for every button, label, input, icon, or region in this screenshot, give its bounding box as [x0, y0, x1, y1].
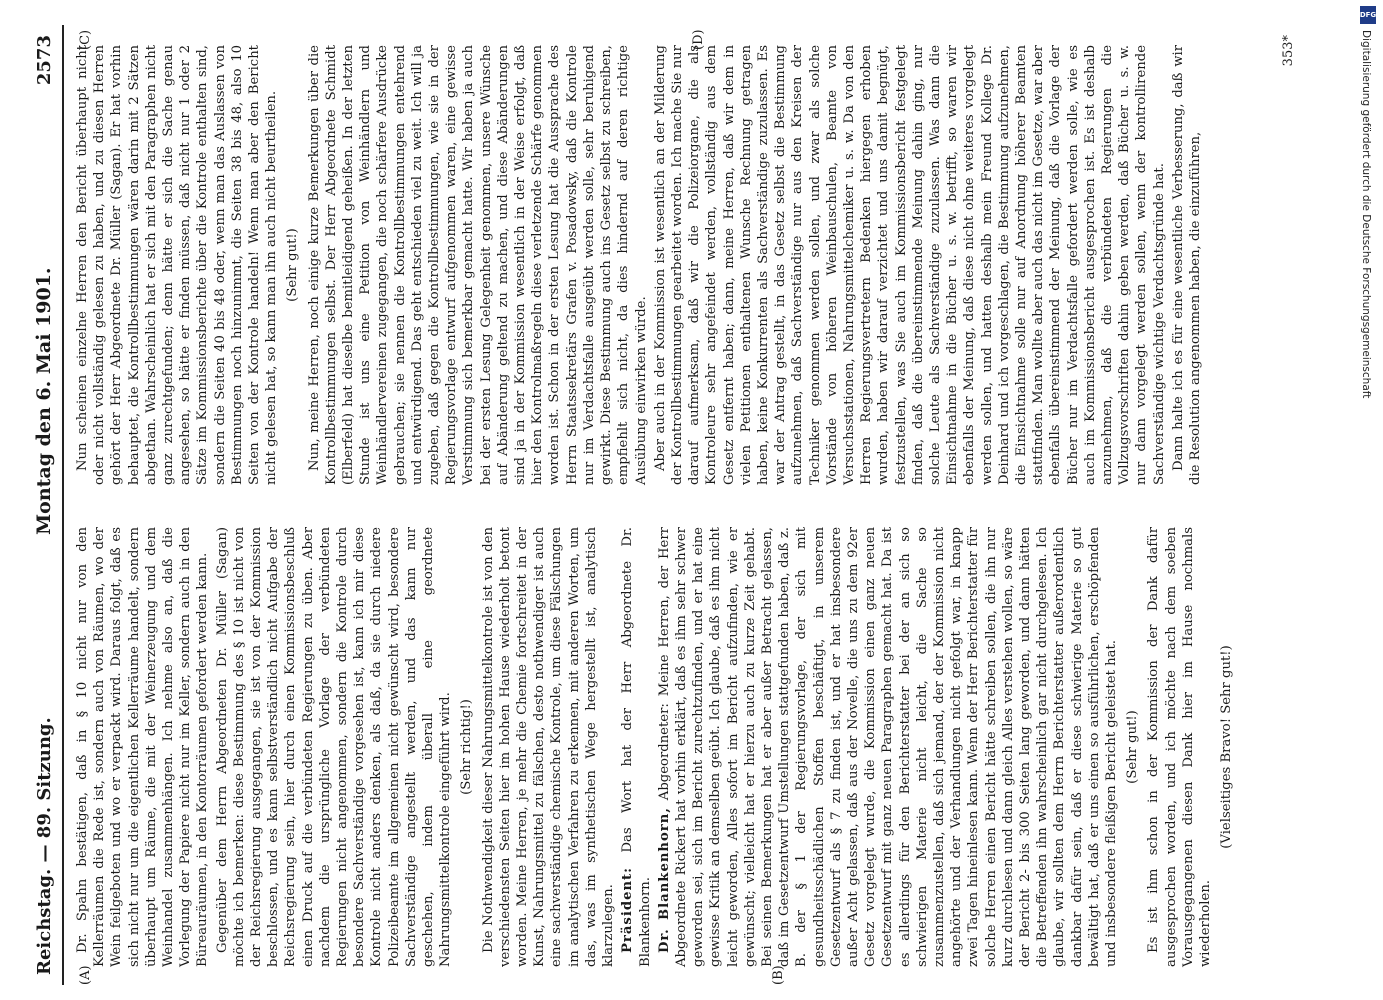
paragraph: Die Nothwendigkeit dieser Nahrungsmittelkontrole ist von den verschiedensten Seiten hier im hohen Hause wiederholt betont worden. Meine Herren, je mehr die Chemie fortschreitet in der Kunst, Nahrungsmittel zu fälschen, desto nothwendiger ist auch eine sachverständige chemische Kontrole, um diese Fälschungen im analytischen Verfahren zu erkennen, mit anderen Worten, um das, was im synthetischen Wege hergestellt ist, analytisch klarzulegen.: [480, 527, 617, 967]
marker-b: (B): [771, 965, 786, 985]
paragraph: Nun scheinen einzelne Herren den Bericht überhaupt nicht oder nicht vollständig gelesen zu haben, und zu diesen Herren gehört der Herr Abgeordnete Dr. Müller (Sagan). Er hat vorhin behauptet, die Kontrollbestimmungen wären darin mit 2 Sätzen abgethan. Wahrscheinlich hat er sich mit den Paragraphen nicht ganz zurechtgefunden; denn hätte er sich die Sache genau angesehen, so hätte er finden müssen, daß nicht nur 1 oder 2 Sätze im Kommissionsberichte über die Kontrole enthalten sind, sondern die Seiten 40 bis 48 oder, wenn man das Auslassen von Bestimmungen noch hinzunimmt, die Seiten 38 bis 48, also 10 Seiten von der Kontrole handeln! Wenn man aber den Bericht nicht gelesen hat, so kann man ihn auch nicht beurtheilen.: [75, 45, 280, 485]
applause-note: (Sehr gut!): [285, 228, 301, 302]
dfg-logo: DFG: [1360, 6, 1376, 24]
header-session: Reichstag. — 89. Sitzung.: [33, 717, 55, 975]
paragraph: Es ist ihm schon in der Kommission der Dank dafür ausgesprochen worden, und ich möchte nach dem soeben Vorausgegangenen diesen Dank hier im Hause nochmals wiederholen.: [1146, 527, 1213, 967]
speaker-name: Dr. Blankenhorn,: [656, 807, 672, 953]
paragraph: Nun, meine Herren, noch einige kurze Bemerkungen über die Kontrollbestimmungen selbst. Der Herr Abgeordnete Schmidt (Elberfeld) hat dieselbe bemitleidigend geheißen. In der letzten Stunde ist uns eine Petition von Weinhändlern und Weinhändlervereinen zugegangen, die noch schärfere Ausdrücke gebrauchen; sie nennen die Kontrollbestimmungen entehrend und entwürdigend. Das geht entschieden viel zu weit. Ich will ja zugeben, daß gegen die Kontrollbestimmungen, wie sie in der Regierungsvorlage entwurf aufgenommen waren, eine gewisse Verstimmung sich bemerkbar gemacht hatte. Wir haben ja auch bei der ersten Lesung Gelegenheit genommen, unsere Wünsche auf Abänderung geltend zu machen, und diese Abänderungen sind ja in der Kommission wesentlich in der Weise erfolgt, daß hier den Kontrolmaßregeln diese verletzende Schärfe genommen worden ist. Schon in der ersten Lesung hat die Aussprache des Herrn Staatssekretärs Grafen v. Posadowsky, daß die Kontrole nur im Verdachtsfalle ausgeübt werden solle, sehr beruhigend gewirkt. Diese Bestimmung auch ins Gesetz selbst zu schreiben, empfiehlt sich nicht, da dies hindernd auf deren richtige Ausübung einwirken würde.: [306, 45, 649, 485]
marker-d: (D): [691, 29, 706, 50]
speech-text: Abgeordneter: Meine Herren, der Herr Abgeordnete Rickert hat vorhin erklärt, daß es ihm sehr schwer geworden sei, sich im Bericht zurechtzufinden, und er hat eine gewisse Kritik an demselben geübt. Ich glaube, daß es ihm nicht leicht geworden, Alles sofort im Bericht aufzufinden, wie er gewünscht; vielleicht hat er hierzu auch zu kurze Zeit gehabt. Bei seinen Bemerkungen hat er aber außer Betracht gelassen, daß im Gesetzentwurf Umstellungen stattgefunden haben, daß z. B. der § 1 der Regierungsvorlage, der sich mit gesundheitsschädlichen Stoffen beschäftigt, in unserem Gesetzentwurf als § 7 zu finden ist, und er hat insbesondere außer Acht gelassen, daß aus der Novelle, die uns zu dem 92er Gesetz vorgelegt wurde, die Kommission einen ganz neuen Gesetzentwurf mit ganz neuen Paragraphen gemacht hat. Da ist es allerdings für den Berichterstatter bei der an sich so schwierigen Materie nicht leicht, die Sache so zusammenzustellen, daß sich jemand, der der Kommission nicht angehörte und der Verhandlungen nicht gefolgt war, in knapp zwei Tagen hineinlesen kann. Wenn der Herr Berichterstatter für solche Herren einen Bericht hätte schreiben sollen, die ihn nur kurz durchlesen und dann gleich Alles verstehen wollen, so wäre der Bericht 2- bis 300 Seiten lang geworden, und dann hätten die Betreffenden ihn wahrscheinlich gar nicht durchgelesen. Ich glaube, wir sollten dem Herrn Berichterstatter außerordentlich dankbar dafür sein, daß er diese schwierige Materie so gut bewältigt hat, daß er uns einen so ausführlichen, erschöpfenden und insbesondere fleißigen Bericht geleistet hat.: [656, 527, 1119, 967]
applause-note: (Sehr richtig!): [459, 699, 475, 795]
page-number: 2573: [33, 35, 55, 86]
digitization-text: Digitalisierung gefördert durch die Deutsche Forschungsgemeinschaft: [1360, 30, 1372, 399]
left-column: [74, 527, 1284, 967]
speaker-paragraph: [656, 527, 1120, 967]
paragraph: Aber auch in der Kommission ist wesentlich an der Milderung der Kontrollbestimmungen gearbeitet worden. Ich mache Sie nur darauf aufmerksam, daß wir die Polizeiorgane, die als Kontroleure sehr angefeindet werden, vollständig aus dem Gesetz entfernt haben; dann, meine Herren, daß wir dem in vielen Petitionen enthaltenen Wunsche Rechnung getragen haben, keine Konkurrenten als Sachverständige zuzulassen. Es war der Antrag gestellt, in das Gesetz selbst die Bestimmung aufzunehmen, daß Sachverständige nur aus den Kreisen der Techniker genommen werden sollen, und zwar als solche Vorstände von höheren Weinbauschulen, Beamte von Versuchsstationen, Nahrungsmittelchemiker u. s. w. Da von den Herren Regierungsvertretern Bedenken hiergegen erhoben wurden, haben wir darauf verzichtet und uns damit begnügt, festzustellen, was Sie auch im Kommissionsbericht festgelegt finden, daß die übereinstimmende Meinung dahin ging, nur solche Leute als Sachverständige zuzulassen. Was dann die Einsichtnahme in die Bücher u. s. w. betrifft, so waren wir ebenfalls der Meinung, daß diese nicht ohne weiteres vorgelegt werden sollen, und hatten deshalb mein Freund Kollege Dr. Deinhard und ich vorgeschlagen, die Bestimmung aufzunehmen, die Einsichtnahme solle nur auf Anordnung höherer Beamten stattfinden. Man wollte aber auch das nicht im Gesetze, war aber ebenfalls übereinstimmend der Meinung, daß die Vorlage der Bücher nur im Verdachtsfalle gefordert werden solle, wie es auch im Kommissionsbericht ausgesprochen ist. Es ist deshalb anzunehmen, daß die verbündeten Regierungen die Vollzugsvorschriften dahin geben werden, daß Bücher u. s. w. nur dann vorgelegt werden sollen, wenn der kontrollirende Sachverständige wichtige Verdachtsgründe hat.: [652, 45, 1167, 485]
right-column: [74, 45, 1284, 485]
marker-a: (A): [78, 965, 93, 985]
digitization-note: [1358, 30, 1378, 990]
marker-c: (C): [78, 29, 93, 50]
speaker-name: Präsident:: [620, 866, 636, 953]
speech-text: Das Wort hat der Herr Abgeordnete Dr. Blankenhorn.: [620, 527, 653, 967]
newspaper-page: [26, 25, 1296, 985]
paragraph: Gegenüber dem Herrn Abgeordneten Dr. Müller (Sagan) möchte ich bemerken: diese Bestimmung des § 10 ist nicht von der Reichsregierung ausgegangen, sie ist von der Kommission beschlossen, und es kann selbstverständlich nicht Aufgabe der Reichsregierung sein, hier durch einen Kommissionsbeschluß einen Druck auf die verbündeten Regierungen zu üben. Aber nachdem die ursprüngliche Vorlage der verbündeten Regierungen nicht angenommen, sondern die Kontrole durch besondere Sachverständige vorgesehen ist, kann ich mir diese Kontrole nicht anders denken, als daß, da sie durch niedere Polizeibeamte im allgemeinen nicht gewünscht wird, besondere Sachverständige angestellt werden, und das kann nur geschehen, indem überall eine geordnete Nahrungsmittelkontrole eingeführt wird.: [214, 527, 454, 967]
header-date: Montag den 6. Mai 1901.: [33, 267, 55, 535]
applause-note: (Sehr gut!): [1125, 710, 1141, 784]
speaker-paragraph: [619, 527, 653, 967]
page-footnote: 353*: [1281, 35, 1296, 67]
page-header: [26, 25, 64, 985]
paragraph: Dann halte ich es für eine wesentliche Verbesserung, daß wir die Resolution angenommen haben, die einzuführen,: [1170, 45, 1203, 485]
applause-note: (Vielseitiges Bravo! Sehr gut!): [1219, 645, 1235, 849]
paragraph: Dr. Spahn bestätigen, daß in § 10 nicht nur von den Kellerräumen die Rede ist, sondern auch von Räumen, wo der Wein feilgeboten und wo er verpackt wird. Daraus folgt, daß es sich nicht nur um die eigentlichen Kellerräume handelt, sondern überhaupt um Räume, die mit der Weinerzeugung und dem Weinhandel zusammenhängen. Ich nehme also an, daß die Vorlegung der Papiere nicht nur im Keller, sondern auch in den Büreauräumen, in den Kontorräumen gefordert werden kann.: [75, 527, 211, 967]
